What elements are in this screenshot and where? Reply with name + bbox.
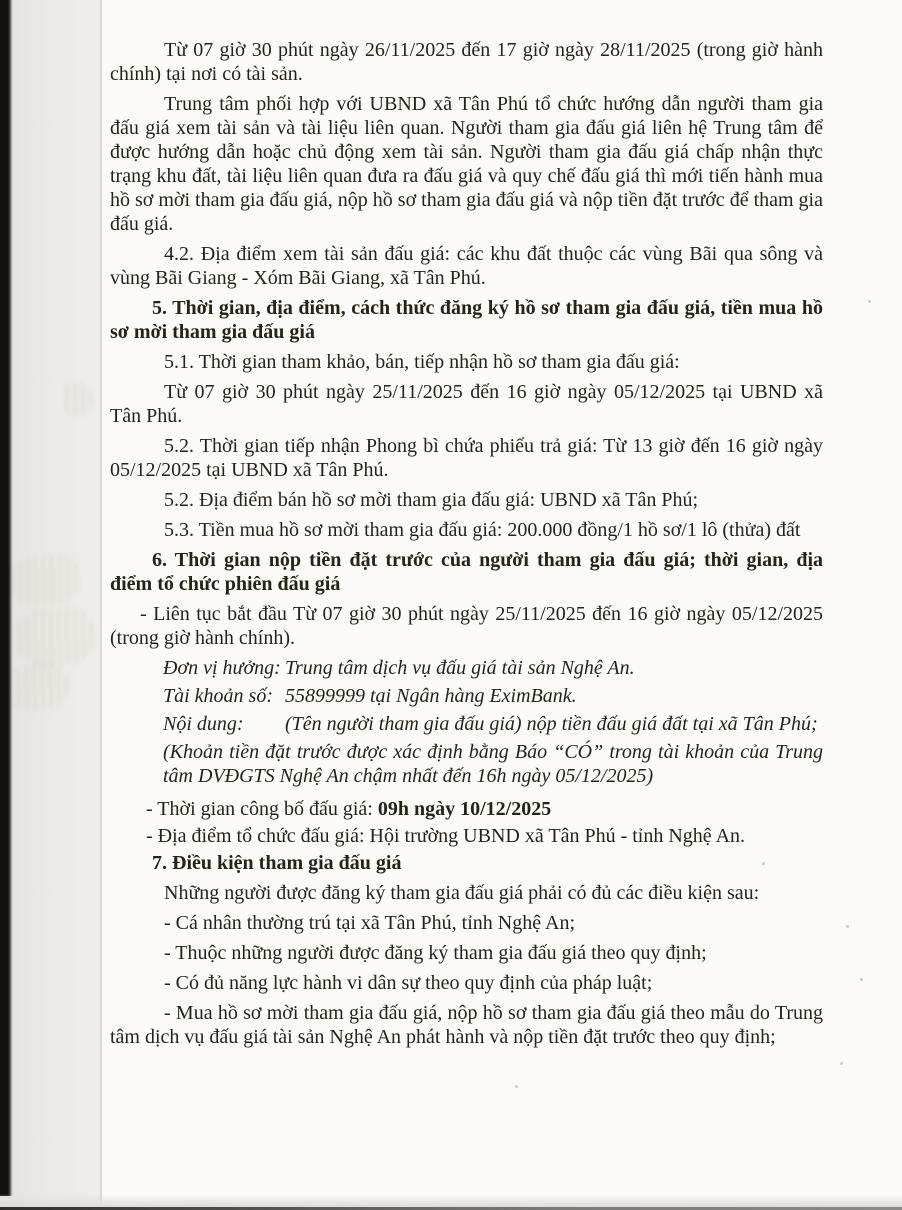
scan-speck xyxy=(840,1062,843,1065)
document-paragraph xyxy=(110,488,823,512)
text-run: - Địa điểm tổ chức đấu giá: Hội trường UBND xã Tân Phú - tỉnh Nghệ An. xyxy=(146,825,746,847)
bleedthrough-mark xyxy=(13,603,97,670)
text-run: 6. Thời gian nộp tiền đặt trước của người tham gia đấu giá; thời gian, địa điểm tổ chức phiên đấu giá xyxy=(110,549,823,595)
scan-speck xyxy=(860,978,863,981)
document-paragraph xyxy=(110,548,823,596)
text-run: - Thời gian công bố đấu giá: xyxy=(146,798,378,820)
text-run: 7. Điều kiện tham gia đấu giá xyxy=(152,852,402,874)
document-paragraph xyxy=(110,434,823,482)
text-run: - Thuộc những người được đăng ký tham gia đấu giá theo quy định; xyxy=(164,942,707,964)
text-run: - Liên tục bắt đầu Từ 07 giờ 30 phút ngày 25/11/2025 đến 16 giờ ngày 05/12/2025 (trong giờ hành chính). xyxy=(110,603,823,649)
document-paragraph xyxy=(110,1001,823,1049)
document-paragraph xyxy=(110,296,823,344)
text-run: - Có đủ năng lực hành vi dân sự theo quy định của pháp luật; xyxy=(164,972,653,994)
scan-speck xyxy=(846,925,849,928)
document-paragraph xyxy=(110,38,823,86)
text-run: 5.3. Tiền mua hồ sơ mời tham gia đấu giá: 200.000 đồng/1 hồ sơ/1 lô (thửa) đất xyxy=(164,519,801,541)
scan-speck xyxy=(868,300,871,303)
document-paragraph xyxy=(110,851,823,875)
text-run: 4.2. Địa điểm xem tài sản đấu giá: các khu đất thuộc các vùng Bãi qua sông và vùng Bãi Giang - Xóm Bãi Giang, xã Tân Phú. xyxy=(110,243,823,289)
text-run: Trung tâm dịch vụ đấu giá tài sản Nghệ An. xyxy=(285,657,635,679)
document-paragraph xyxy=(110,602,823,650)
field-label: Nội dung: xyxy=(163,713,244,735)
scan-speck xyxy=(515,1085,518,1088)
document-paragraph xyxy=(110,518,823,542)
document-paragraph xyxy=(163,656,823,680)
field-label: Đơn vị hưởng: xyxy=(163,657,281,679)
document-paragraph xyxy=(110,380,823,428)
document-paragraph xyxy=(110,797,823,821)
document-page xyxy=(102,0,902,1210)
text-run: Từ 07 giờ 30 phút ngày 26/11/2025 đến 17 giờ ngày 28/11/2025 (trong giờ hành chính) tại nơi có tài sản. xyxy=(110,39,823,85)
field-label: Tài khoản số: xyxy=(163,685,273,707)
document-paragraph xyxy=(110,242,823,290)
bold-text-run: 09h ngày 10/12/2025 xyxy=(377,798,552,820)
page-left-margin xyxy=(0,0,102,1210)
text-run: - Mua hồ sơ mời tham gia đấu giá, nộp hồ sơ tham gia đấu giá theo mẫu do Trung tâm dịch vụ đấu giá tài sản Nghệ An phát hành và nộp tiền đặt trước theo quy định; xyxy=(110,1002,823,1048)
document-paragraph xyxy=(163,740,823,788)
bleedthrough-mark xyxy=(60,380,94,417)
scan-bottom-edge xyxy=(0,1194,902,1210)
text-run: 5. Thời gian, địa điểm, cách thức đăng ký hồ sơ tham gia đấu giá, tiền mua hồ sơ mời tham gia đấu giá xyxy=(110,297,823,343)
text-run: - Cá nhân thường trú tại xã Tân Phú, tỉnh Nghệ An; xyxy=(164,912,575,934)
text-run: (Khoản tiền đặt trước được xác định bằng Báo “CÓ” trong tài khoản của Trung tâm DVĐGTS Nghệ An chậm nhất đến 16h ngày 05/12/2025) xyxy=(163,741,823,787)
document-paragraph xyxy=(110,971,823,995)
scan-speck xyxy=(762,862,765,865)
document-paragraph xyxy=(110,881,823,905)
text-run: 55899999 tại Ngân hàng EximBank. xyxy=(285,685,577,707)
document-content xyxy=(102,0,902,1055)
document-paragraph xyxy=(163,684,823,708)
document-paragraph xyxy=(110,824,823,848)
document-paragraph xyxy=(110,941,823,965)
text-run: Những người được đăng ký tham gia đấu giá phải có đủ các điều kiện sau: xyxy=(164,882,760,904)
text-run: Trung tâm phối hợp với UBND xã Tân Phú tổ chức hướng dẫn người tham gia đấu giá xem tài sản và tài liệu liên quan. Người tham gia đấu giá liên hệ Trung tâm để được hướng dẫn hoặc chủ động xem tài sản. Người tham gia đấu giá chấp nhận thực trạng khu đất, tài liệu liên quan đưa ra đấu giá và quy chế đấu giá thì mới tiến hành mua hồ sơ mời tham gia đấu giá, nộp hồ sơ tham gia đấu giá và nộp tiền đặt trước để tham gia đấu giá. xyxy=(110,93,823,235)
text-run: Từ 07 giờ 30 phút ngày 25/11/2025 đến 16 giờ ngày 05/12/2025 tại UBND xã Tân Phú. xyxy=(110,381,823,427)
document-paragraph xyxy=(110,350,823,374)
bleedthrough-mark xyxy=(5,552,83,610)
text-run: (Tên người tham gia đấu giá) nộp tiền đấu giá đất tại xã Tân Phú; xyxy=(285,713,818,735)
text-run: 5.1. Thời gian tham khảo, bán, tiếp nhận hồ sơ tham gia đấu giá: xyxy=(164,351,680,373)
document-paragraph xyxy=(110,92,823,236)
text-run: 5.2. Thời gian tiếp nhận Phong bì chứa phiếu trả giá: Từ 13 giờ đến 16 giờ ngày 05/12/2025 tại UBND xã Tân Phú. xyxy=(110,435,823,481)
text-run: 5.2. Địa điểm bán hồ sơ mời tham gia đấu giá: UBND xã Tân Phú; xyxy=(164,489,699,511)
document-paragraph xyxy=(110,911,823,935)
scan-edge-strip xyxy=(0,0,14,1196)
document-paragraph xyxy=(163,712,823,736)
